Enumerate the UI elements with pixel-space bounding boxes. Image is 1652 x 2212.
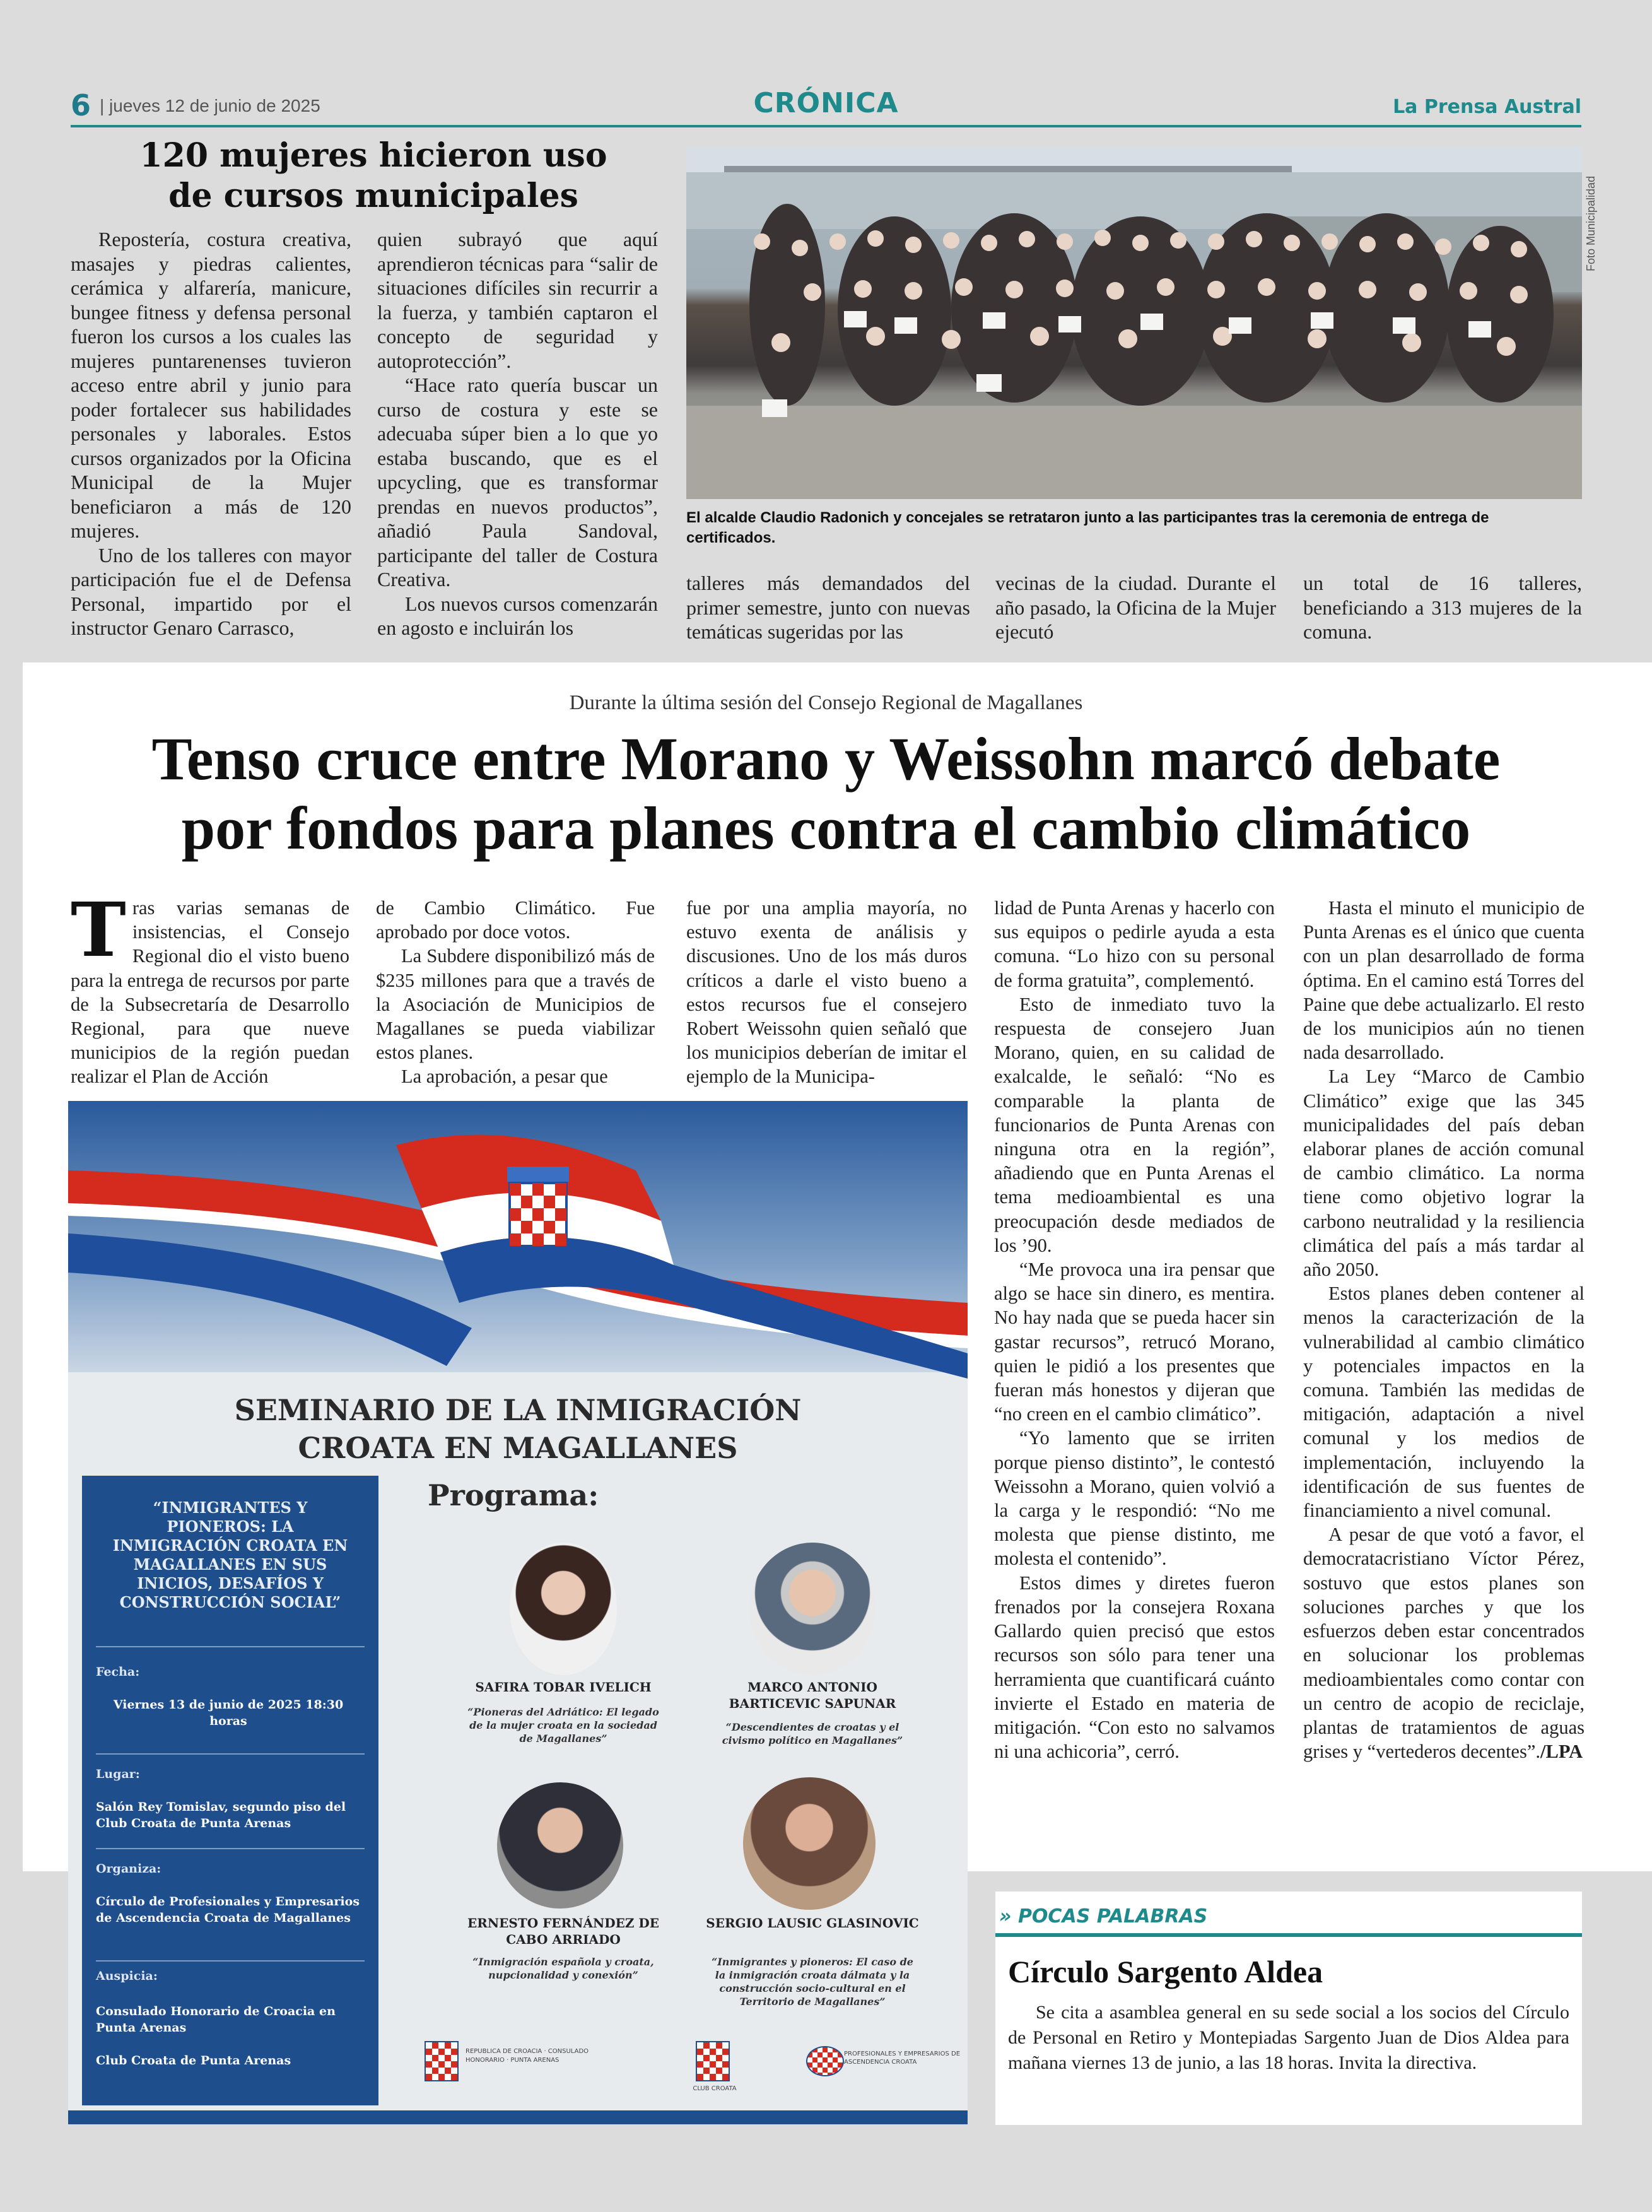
croatian-flag-ribbon	[68, 1101, 968, 1379]
paragraph: vecinas de la ciudad. Durante el año pasado, la Oficina de la Mujer ejecutó	[995, 572, 1276, 643]
consulate-logo-text: REPUBLICA DE CROACIA · CONSULADO HONORARIO · PUNTA ARENAS	[466, 2048, 589, 2064]
seminar-info-box	[82, 1476, 378, 2105]
main-story-column-4	[994, 896, 1275, 1763]
circulo-profesionales-logo-text: PROFESIONALES Y EMPRESARIOS DE ASCENDENCIA CROATA	[844, 2050, 961, 2066]
paragraph: Repostería, costura creativa, masajes y piedras calientes, cerámica y alfarería, manicure, bungee fitness y defensa personal fueron los cursos a los cuales las mujeres puntarenenses tuvieron acceso entre abril y junio para poder fortalecer sus habilidades personales y laborales. Estos cursos organizados por la Oficina Municipal de la Mujer beneficiaron a más de 120 mujeres.	[71, 228, 351, 542]
top-story-title-line1: 120 mujeres hicieron uso	[139, 136, 607, 175]
paragraph: Estos dimes y diretes fueron frenados por la consejera Roxana Gallardo quien precisó que estos recursos son sólo para tener una herramienta que cuantificará cuánto invierte el Estado en materia de mitigación. “Con esto no salvamos ni una achicoria”, cerró.	[994, 1572, 1275, 1763]
auspicia-value-1: Consulado Honorario de Croacia en Punta Arenas	[96, 2004, 336, 2035]
main-story-column-3	[686, 896, 967, 1089]
paragraph: Esto de inmediato tuvo la respuesta de consejero Juan Morano, quien, en su calidad de exalcalde, le señaló: “No es comparable la planta de funcionarios de Punta Arenas con ninguna otra en la región”, añadiendo que en Punta Arenas el tema medioambiental es una preocupación desde mediados de los ’90.	[994, 993, 1275, 1256]
lugar-label: Lugar:	[96, 1767, 140, 1781]
programa-heading: Programa:	[428, 1478, 599, 1512]
divider	[96, 1753, 365, 1755]
paragraph: talleres más demandados del primer semestre, junto con nuevas temáticas sugeridas por las	[686, 572, 970, 643]
paragraph: La Ley “Marco de Cambio Climático” exige que las 345 municipalidades del país deban elaborar planes de acción comunal de cambio climático. La norma tiene como objetivo lograr la carbono neutralidad y la resiliencia climática del país a más tardar al año 2050.	[1303, 1066, 1585, 1281]
speaker-talk-4: “Inmigrantes y pioneros: El caso de la inmigración croata dálmata y la construcción socio-cultural en el Territorio de Magallanes”	[712, 1956, 913, 2008]
paragraph: lidad de Punta Arenas y hacerlo con sus equipos o pedirle ayuda a esta comuna. “Lo hizo con su personal de forma gratuita”, complementó.	[994, 897, 1275, 991]
paragraph: quien subrayó que aquí aprendieron técnicas para “salir de situaciones difíciles sin recurrir a la fuerza, y también captaron el concepto de seguridad y autoprotección”.	[377, 228, 658, 372]
story-signature: /LPA	[1540, 1741, 1583, 1763]
paragraph: Uno de los talleres con mayor participación fue el de Defensa Personal, impartido por el instructor Genaro Carrasco,	[71, 543, 351, 639]
speaker-talk-3: “Inmigración española y croata, nupcionalidad y conexión”	[472, 1956, 654, 1981]
section-title: CRÓNICA	[753, 87, 899, 119]
top-story-column-1	[71, 227, 351, 640]
paragraph: Los nuevos cursos comenzarán en agosto e incluirán los	[377, 592, 658, 639]
auspicia-label: Auspicia:	[96, 1969, 158, 1983]
circulo-profesionales-logo-icon	[806, 2046, 844, 2076]
paragraph: “Me provoca una ira pensar que algo se hace sin dinero, es mentira. No hay nada que se pueda hacer sin gastar recursos”, retrucó Morano, quien le pidió a los presentes que fueran más honestos y dijeran que “no creen en el cambio climático”.	[994, 1259, 1275, 1425]
croatian-coat-of-arms-icon	[507, 1167, 569, 1246]
pocas-palabras-text	[1008, 2000, 1569, 2076]
paragraph: “Yo lamento que se irriten porque pienso distinto”, le contestó Weissohn a Morano, quien volvió a la carga y le respondió: “No me molesta que piense distinto, me molesta el contenido”.	[994, 1427, 1275, 1570]
pocas-palabras-title: Círculo Sargento Aldea	[1008, 1954, 1323, 1989]
top-story-title	[71, 136, 676, 216]
speaker-portrait-1	[510, 1543, 617, 1675]
speaker-name-3: ERNESTO FERNÁNDEZ DE CABO ARRIADO	[467, 1915, 659, 1947]
group-photo-illustration	[686, 147, 1582, 499]
speaker-portrait-3	[497, 1782, 623, 1909]
main-story-column-5	[1303, 896, 1585, 1763]
divider	[96, 1646, 365, 1647]
auspicia-value-2: Club Croata de Punta Arenas	[96, 2054, 291, 2068]
organiza-value: Círculo de Profesionales y Empresarios de Ascendencia Croata de Magallanes	[96, 1895, 360, 1925]
paragraph-text: A pesar de que votó a favor, el democratacristiano Víctor Pérez, sostuvo que estos planes son soluciones parches y que los esfuerzos deben estar concentrados en solucionar los problemas medioambientales como contar con un centro de acopio de reciclaje, plantas de tratamientos de aguas grises y “vertederos decentes”.	[1303, 1524, 1585, 1763]
drop-cap: T	[71, 886, 126, 974]
ad-bottom-bar	[68, 2110, 968, 2124]
top-story-title-line2: de cursos municipales	[168, 177, 578, 215]
divider	[96, 1848, 365, 1849]
headline-line2: por fondos para planes contra el cambio climático	[181, 794, 1471, 862]
fecha-value: Viernes 13 de junio de 2025 18:30 horas	[113, 1698, 344, 1728]
paragraph: un total de 16 talleres, beneficiando a 313 mujeres de la comuna.	[1303, 572, 1582, 643]
pocas-palabras-body: Se cita a asamblea general en su sede social a los socios del Círculo de Personal en Retiro y Montepiadas Sargento Juan de Dios Aldea para mañana viernes 13 de junio, a las 18 horas. Invita la directiva.	[1008, 2002, 1569, 2073]
paragraph: de Cambio Climático. Fue aprobado por doce votos.	[376, 897, 655, 943]
club-croata-coat-of-arms-icon	[696, 2041, 730, 2081]
speaker-talk-1: “Pioneras del Adriático: El legado de la mujer croata en la sociedad de Magallanes”	[467, 1706, 659, 1744]
speaker-talk-2: “Descendientes de croatas y el civismo político en Magallanes”	[722, 1721, 903, 1746]
organiza-label: Organiza:	[96, 1862, 161, 1876]
lugar-value: Salón Rey Tomislav, segundo piso del Club Croata de Punta Arenas	[96, 1800, 346, 1830]
photo-caption: El alcalde Claudio Radonich y concejales se retrataron junto a las participantes tras la ceremonia de entrega de certificados.	[686, 509, 1489, 546]
paragraph	[1303, 1522, 1585, 1763]
story-headline	[0, 724, 1652, 863]
paragraph: La aprobación, a pesar que	[401, 1066, 608, 1088]
seminar-title-line1: SEMINARIO DE LA INMIGRACIÓN	[234, 1393, 802, 1427]
speaker-name-4: SERGIO LAUSIC GLASINOVIC	[706, 1915, 919, 1931]
paragraph: La Subdere disponibilizó más de $235 millones para que a través de la Asociación de Municipios de Magallanes se pueda viabilizar estos planes.	[376, 945, 655, 1064]
page-number: 6	[71, 88, 91, 122]
main-story-column-1	[71, 886, 350, 1089]
header-rule	[71, 125, 1581, 127]
seminar-quote: “INMIGRANTES Y PIONEROS: LA INMIGRACIÓN CROATA EN MAGALLANES EN SUS INICIOS, DESAFÍOS Y CONSTRUCCIÓN SOCIAL”	[112, 1498, 348, 1611]
paragraph: Hasta el minuto el municipio de Punta Arenas es el único que cuenta con un plan desarrollado de forma óptima. En el camino está Torres del Paine que debe actualizarlo. El resto de los municipios aún no tienen nada desarrollado.	[1303, 897, 1585, 1064]
photo-credit: Foto Municipalidad	[1585, 175, 1597, 271]
speaker-name-2: MARCO ANTONIO BARTICEVIC SAPUNAR	[729, 1680, 896, 1711]
paragraph: fue por una amplia mayoría, no estuvo exenta de análisis y discusiones. Uno de los más duros críticos a darle el visto bueno a estos recursos fue el consejero Robert Weissohn quien señaló que los municipios deberían de imitar el ejemplo de la Municipa-	[686, 897, 967, 1088]
group-photo	[686, 147, 1582, 499]
paragraph: Estos planes deben contener al menos la caracterización de la vulnerabilidad al cambio climático y potenciales impactos en la comuna. También las medidas de mitigación, adaptación a nivel comunal y los medios de implementación, incluyendo la identificación de sus fuentes de financiamiento a nivel comunal.	[1303, 1283, 1585, 1522]
top-story-column-4	[995, 571, 1276, 644]
consulate-coat-of-arms-icon	[425, 2041, 459, 2081]
speaker-portrait-4	[743, 1777, 876, 1910]
newspaper-name: La Prensa Austral	[1393, 96, 1581, 118]
paragraph: ras varias semanas de insistencias, el Consejo Regional dio el visto bueno para la entrega de recursos por parte de la Subsecretaría de Desarrollo Regional, para que nueve municipios de la región puedan realizar el Plan de Acción	[71, 897, 350, 1088]
divider	[96, 1960, 365, 1962]
headline-line1: Tenso cruce entre Morano y Weissohn marcó debate	[151, 725, 1501, 792]
top-story-column-3	[686, 571, 970, 644]
story-kicker: Durante la última sesión del Consejo Regional de Magallanes	[569, 691, 1083, 714]
top-story-column-2	[377, 227, 658, 640]
main-story-column-2	[376, 896, 655, 1089]
pocas-palabras-label: » POCAS PALABRAS	[999, 1905, 1208, 1927]
seminar-advertisement	[68, 1101, 968, 2124]
speaker-name-1: SAFIRA TOBAR IVELICH	[475, 1680, 652, 1695]
speaker-portrait-2	[749, 1543, 876, 1675]
seminar-title	[68, 1391, 968, 1467]
club-croata-logo-text: CLUB CROATA	[693, 2085, 737, 2092]
edition-date: | jueves 12 de junio de 2025	[100, 96, 320, 115]
seminar-title-line2: CROATA EN MAGALLANES	[298, 1431, 738, 1465]
paragraph: “Hace rato quería buscar un curso de costura y este se adecuaba súper bien a lo que yo estaba buscando, que es el upcycling, que es transformar prendas en nuevos productos”, añadió Paula Sandoval, participante del taller de Costura Creativa.	[377, 374, 658, 591]
top-story-column-5	[1303, 571, 1582, 644]
fecha-label: Fecha:	[96, 1665, 140, 1679]
